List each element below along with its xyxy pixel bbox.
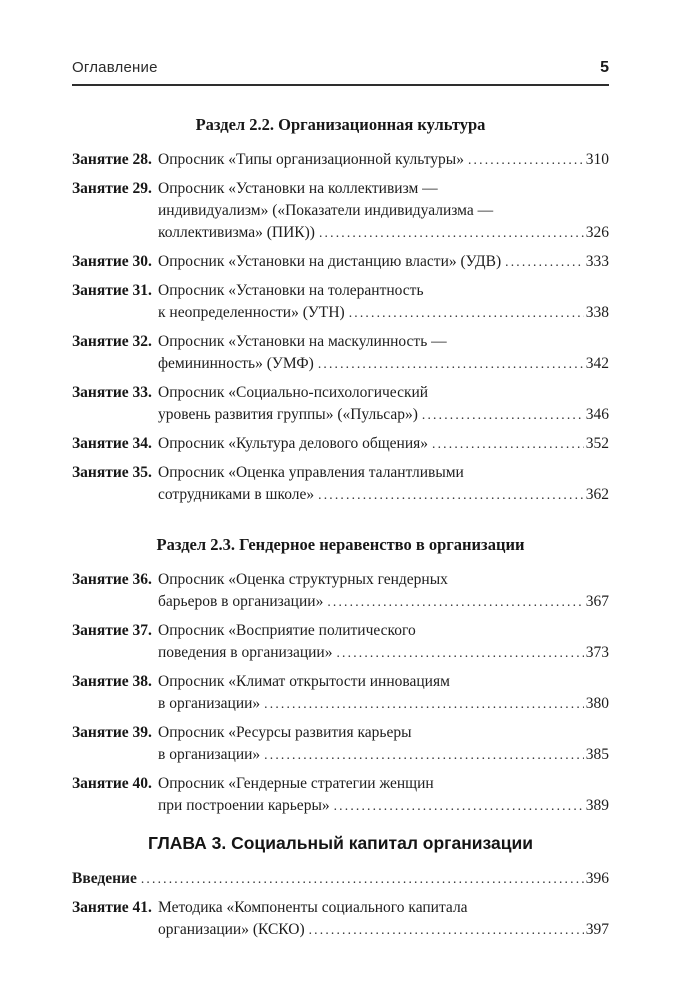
entry-label: Занятие 28.	[72, 151, 152, 168]
leader-row	[158, 302, 609, 324]
page-number: 397	[585, 921, 609, 938]
page-number: 396	[585, 870, 609, 887]
toc-entry	[72, 251, 609, 273]
dot-leader	[264, 693, 584, 715]
leader-row	[158, 149, 609, 171]
entry-body	[158, 251, 609, 273]
page-number: 333	[585, 253, 609, 270]
page-number: 352	[585, 435, 609, 452]
page-number: 362	[585, 486, 609, 503]
entry-line: организации» (КСКО)	[158, 921, 305, 938]
entry-line: Опросник «Установки на маскулинность —	[158, 333, 447, 350]
entry-line: уровень развития группы» («Пульсар»)	[158, 406, 418, 423]
toc-entry	[72, 868, 609, 890]
dot-leader	[468, 149, 584, 171]
toc-entry	[72, 722, 609, 766]
entry-line: сотрудниками в школе»	[158, 486, 315, 503]
toc-entry	[72, 773, 609, 817]
page-number: 385	[585, 746, 609, 763]
entry-body	[158, 671, 609, 715]
leader-row	[158, 919, 609, 941]
entry-line: Опросник «Культура делового общения»	[158, 435, 429, 452]
toc-entry	[72, 897, 609, 941]
toc-entry	[72, 280, 609, 324]
entry-body	[158, 331, 609, 375]
toc-entry	[72, 671, 609, 715]
page-number: 380	[585, 695, 609, 712]
entry-label: Занятие 30.	[72, 253, 152, 270]
entry-line: Опросник «Климат открытости инновациям	[158, 673, 450, 690]
leader-row	[158, 433, 609, 455]
entry-body	[158, 178, 609, 244]
entry-body	[158, 897, 609, 941]
dot-leader	[141, 868, 584, 890]
dot-leader	[319, 222, 584, 244]
entry-label: Занятие 33.	[72, 384, 152, 401]
entry-line: коллективизма» (ПИК))	[158, 224, 315, 241]
entry-line: в организации»	[158, 746, 261, 763]
dot-leader	[318, 484, 584, 506]
page-number: 389	[585, 797, 609, 814]
section-heading: Раздел 2.2. Организационная культура	[195, 115, 486, 134]
entry-body	[158, 280, 609, 324]
entry-line: Опросник «Гендерные стратегии женщин	[158, 775, 434, 792]
entry-line: Опросник «Типы организационной культуры»	[158, 151, 464, 168]
entry-body	[158, 382, 609, 426]
entry-label: Занятие 36.	[72, 571, 152, 588]
entry-line: к неопределенности» (УТН)	[158, 304, 345, 321]
entry-line: фемининность» (УМФ)	[158, 355, 314, 372]
running-head	[72, 0, 609, 86]
toc-entry	[72, 331, 609, 375]
dot-leader	[309, 919, 584, 941]
leader-row	[72, 868, 609, 890]
header-page-number: 5	[600, 59, 609, 76]
entry-line: в организации»	[158, 695, 261, 712]
entry-line: Опросник «Установки на коллективизм —	[158, 180, 438, 197]
entry-label: Занятие 39.	[72, 724, 152, 741]
entry-body	[158, 149, 609, 171]
toc-entry	[72, 462, 609, 506]
entry-line: индивидуализм» («Показатели индивидуализма —	[158, 202, 494, 219]
toc-entry	[72, 433, 609, 455]
entry-label: Занятие 37.	[72, 622, 152, 639]
leader-row	[158, 353, 609, 375]
toc-entry	[72, 620, 609, 664]
page-number: 342	[585, 355, 609, 372]
entry-line: барьеров в организации»	[158, 593, 324, 610]
leader-row	[158, 484, 609, 506]
entry-body	[158, 620, 609, 664]
leader-row	[158, 222, 609, 244]
entry-body	[158, 722, 609, 766]
entry-line: Опросник «Установки на дистанцию власти» (УДВ)	[158, 253, 502, 270]
entry-body	[158, 569, 609, 613]
toc-entry	[72, 178, 609, 244]
page-number: 346	[585, 406, 609, 423]
page-number: 310	[585, 151, 609, 168]
entry-body	[158, 773, 609, 817]
entry-label: Занятие 40.	[72, 775, 152, 792]
section-heading: Раздел 2.3. Гендерное неравенство в организации	[156, 535, 525, 554]
dot-leader	[422, 404, 584, 426]
dot-leader	[334, 795, 584, 817]
entry-label: Занятие 35.	[72, 464, 152, 481]
running-title: Оглавление	[72, 59, 158, 76]
toc-entry	[72, 382, 609, 426]
dot-leader	[327, 591, 583, 613]
toc-content	[72, 0, 609, 941]
page-number: 373	[585, 644, 609, 661]
entry-label: Занятие 32.	[72, 333, 152, 350]
leader-row	[158, 251, 609, 273]
entry-line: Опросник «Ресурсы развития карьеры	[158, 724, 412, 741]
dot-leader	[336, 642, 583, 664]
entry-line: при построении карьеры»	[158, 797, 330, 814]
entry-line: Опросник «Социально-психологический	[158, 384, 429, 401]
entry-body	[158, 433, 609, 455]
dot-leader	[505, 251, 584, 273]
entry-line: Опросник «Восприятие политического	[158, 622, 416, 639]
entry-label: Занятие 34.	[72, 435, 152, 452]
entry-label: Занятие 31.	[72, 282, 152, 299]
toc-entry	[72, 569, 609, 613]
entry-line: Методика «Компоненты социального капитала	[158, 899, 468, 916]
entry-body	[158, 462, 609, 506]
entry-label: Занятие 38.	[72, 673, 152, 690]
dot-leader	[318, 353, 584, 375]
page-number: 326	[585, 224, 609, 241]
entry-line: Введение	[72, 870, 137, 887]
toc-sections	[72, 114, 609, 941]
leader-row	[158, 404, 609, 426]
entry-label: Занятие 41.	[72, 899, 152, 916]
entry-line: Опросник «Оценка управления талантливыми	[158, 464, 464, 481]
entry-body	[72, 868, 609, 890]
dot-leader	[432, 433, 584, 455]
entry-label: Занятие 29.	[72, 180, 152, 197]
page-number: 338	[585, 304, 609, 321]
entry-line: Опросник «Установки на толерантность	[158, 282, 424, 299]
dot-leader	[264, 744, 584, 766]
leader-row	[158, 744, 609, 766]
page-number: 367	[585, 593, 609, 610]
leader-row	[158, 693, 609, 715]
dot-leader	[349, 302, 584, 324]
leader-row	[158, 795, 609, 817]
leader-row	[158, 591, 609, 613]
toc-entry	[72, 149, 609, 171]
chapter-heading: ГЛАВА 3. Социальный капитал организации	[147, 833, 534, 853]
leader-row	[158, 642, 609, 664]
entry-line: Опросник «Оценка структурных гендерных	[158, 571, 448, 588]
entry-line: поведения в организации»	[158, 644, 333, 661]
